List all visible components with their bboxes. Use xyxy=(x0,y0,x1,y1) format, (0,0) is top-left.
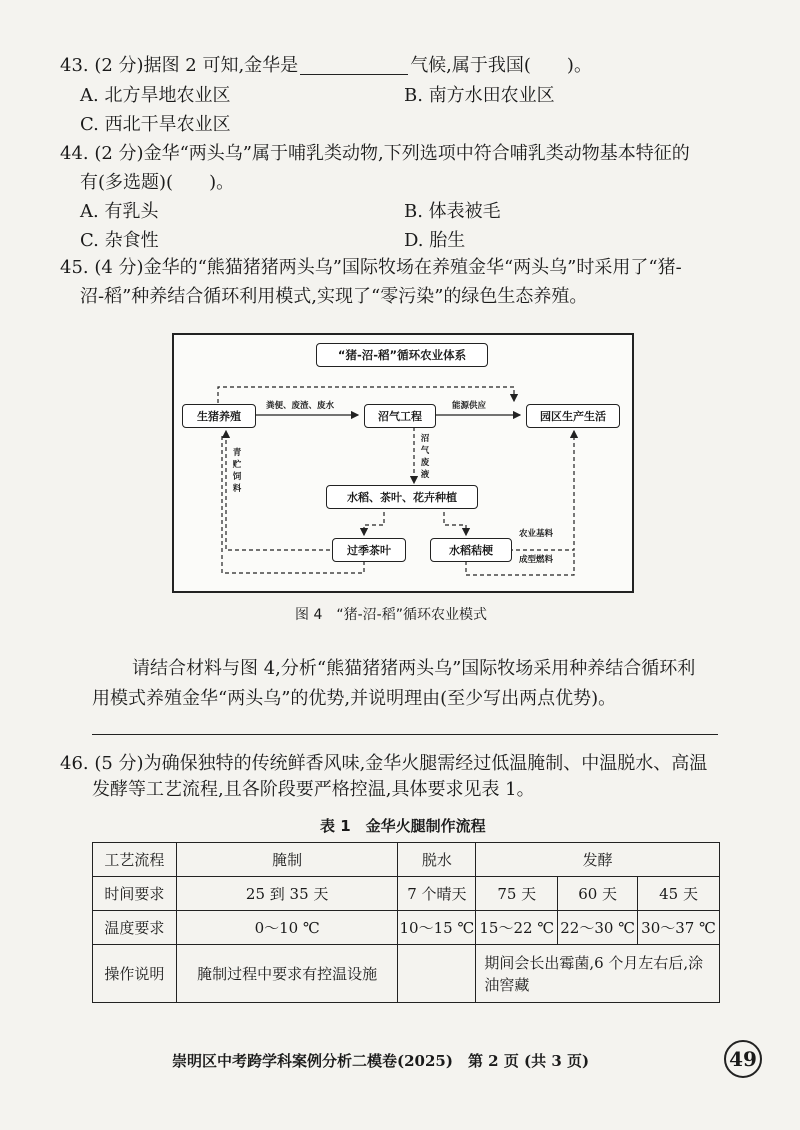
q44-line2: 有(多选题)( )。 xyxy=(80,172,235,193)
cell-time-ferment-1: 75 天 xyxy=(476,877,558,911)
q43-stem-b: 气候,属于我国( )。 xyxy=(410,55,592,76)
answer-line[interactable] xyxy=(92,734,718,735)
label-biogas-slurry: 沼气废液 xyxy=(420,434,430,480)
table-row xyxy=(93,945,720,1003)
table-header-ops: 操作说明 xyxy=(93,945,177,1003)
cell-time-ferment-2: 60 天 xyxy=(558,877,638,911)
cell-ops-dehydration-empty xyxy=(398,945,476,1003)
label-waste: 粪便、废渣、废水 xyxy=(266,401,335,411)
cell-temp-salting: 0～10 ℃ xyxy=(176,911,398,945)
q44-option-c: C. 杂食性 xyxy=(80,230,159,251)
node-rice-straw: 水稻秸梗 xyxy=(430,538,512,562)
q45-line2: 沼-稻”种养结合循环利用模式,实现了“零污染”的绿色生态养殖。 xyxy=(80,286,588,307)
q43-answer-blank[interactable] xyxy=(300,56,408,75)
page-number-badge: 49 xyxy=(724,1040,762,1078)
q44-line1: 44. (2 分)金华“两头乌”属于哺乳类动物,下列选项中符合哺乳类动物基本特征的 xyxy=(60,143,690,164)
label-silage-feed: 青贮饲料 xyxy=(232,448,242,494)
q45-prompt-line2: 用模式养殖金华“两头乌”的优势,并说明理由(至少写出两点优势)。 xyxy=(92,688,617,709)
table-row xyxy=(93,877,720,911)
table1 xyxy=(92,842,720,1003)
node-off-season-tea: 过季茶叶 xyxy=(332,538,406,562)
cell-temp-ferment-3: 30～37 ℃ xyxy=(638,911,720,945)
label-energy-supply: 能源供应 xyxy=(452,401,487,411)
q43-option-b: B. 南方水田农业区 xyxy=(404,85,555,106)
table-row xyxy=(93,843,720,877)
table-header-time: 时间要求 xyxy=(93,877,177,911)
cell-temp-ferment-1: 15～22 ℃ xyxy=(476,911,558,945)
q45-prompt-line1: 请结合材料与图 4,分析“熊猫猪猪两头乌”国际牧场采用种养结合循环利 xyxy=(132,658,696,679)
label-molded-fuel: 成型燃料 xyxy=(519,555,554,565)
node-pig-farming: 生猪养殖 xyxy=(182,404,256,428)
cell-ops-fermentation: 期间会长出霉菌,6 个月左右后,涂油窖藏 xyxy=(476,945,720,1003)
figure4-diagram xyxy=(172,333,634,593)
table1-title: 表 1 金华火腿制作流程 xyxy=(320,817,486,835)
figure4-caption: 图 4 “猪-沼-稻”循环农业模式 xyxy=(295,607,487,623)
table-row xyxy=(93,911,720,945)
cell-salting: 腌制 xyxy=(176,843,398,877)
q46-line2: 发酵等工艺流程,且各阶段要严格控温,具体要求见表 1。 xyxy=(92,779,535,800)
table-header-process: 工艺流程 xyxy=(93,843,177,877)
node-crop-planting: 水稻、茶叶、花卉种植 xyxy=(326,485,478,509)
page-footer: 崇明区中考跨学科案例分析二模卷(2025) 第 2 页 (共 3 页) xyxy=(172,1052,590,1070)
table-header-temp: 温度要求 xyxy=(93,911,177,945)
cell-fermentation: 发酵 xyxy=(476,843,720,877)
q43-option-a: A. 北方旱地农业区 xyxy=(80,85,231,106)
node-park-life: 园区生产生活 xyxy=(526,404,620,428)
cell-temp-dehydration: 10～15 ℃ xyxy=(398,911,476,945)
q44-option-d: D. 胎生 xyxy=(404,230,466,251)
q43-stem xyxy=(60,55,592,77)
cell-temp-ferment-2: 22～30 ℃ xyxy=(558,911,638,945)
q43-stem-a: 43. (2 分)据图 2 可知,金华是 xyxy=(60,55,299,76)
label-agri-substrate: 农业基料 xyxy=(519,529,554,539)
node-biogas-project: 沼气工程 xyxy=(364,404,436,428)
diagram-title: “猪-沼-稻”循环农业体系 xyxy=(316,343,488,367)
cell-dehydration: 脱水 xyxy=(398,843,476,877)
cell-time-dehydration: 7 个晴天 xyxy=(398,877,476,911)
cell-time-ferment-3: 45 天 xyxy=(638,877,720,911)
q44-option-b: B. 体表被毛 xyxy=(404,201,501,222)
q44-option-a: A. 有乳头 xyxy=(80,201,159,222)
cell-time-salting: 25 到 35 天 xyxy=(176,877,398,911)
q43-option-c: C. 西北干旱农业区 xyxy=(80,114,231,135)
q45-line1: 45. (4 分)金华的“熊猫猪猪两头乌”国际牧场在养殖金华“两头乌”时采用了“猪- xyxy=(60,257,682,278)
q46-line1: 46. (5 分)为确保独特的传统鲜香风味,金华火腿需经过低温腌制、中温脱水、高温 xyxy=(60,753,708,774)
cell-ops-salting: 腌制过程中要求有控温设施 xyxy=(176,945,398,1003)
